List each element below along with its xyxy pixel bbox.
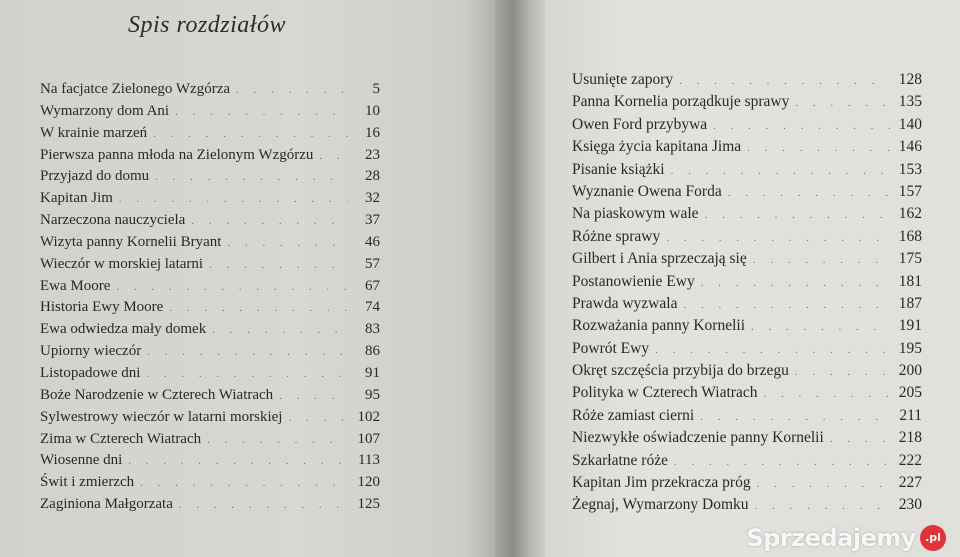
- page-number: 95: [365, 386, 380, 403]
- dot-leader: [147, 346, 348, 358]
- dot-leader: [751, 321, 890, 333]
- dot-leader: [207, 434, 348, 446]
- dot-leader: [179, 499, 348, 511]
- toc-entry: [40, 299, 380, 321]
- dot-leader: [757, 478, 890, 490]
- dot-leader: [753, 254, 890, 266]
- dot-leader: [227, 237, 348, 249]
- dot-leader: [209, 259, 348, 271]
- toc-entry: [572, 228, 922, 250]
- toc-entry: [40, 365, 380, 387]
- toc-entry: [572, 317, 922, 339]
- page-number: 107: [357, 430, 380, 447]
- dot-leader: [169, 302, 348, 314]
- toc-entry: [572, 205, 922, 227]
- toc-entry: [572, 273, 922, 295]
- dot-leader: [705, 209, 890, 221]
- dot-leader: [713, 120, 890, 132]
- page-number: 187: [898, 294, 922, 312]
- page-number: 10: [365, 102, 380, 119]
- page-number: 46: [365, 233, 380, 250]
- toc-entry: [40, 278, 380, 300]
- toc-entry: [40, 190, 380, 212]
- page-number: 222: [898, 451, 922, 469]
- page-number: 37: [365, 212, 380, 229]
- page-number: 32: [365, 190, 380, 207]
- toc-entry: [572, 340, 922, 362]
- chapter-title: Wiosenne dni: [40, 452, 123, 469]
- page-number: 86: [365, 343, 380, 360]
- page-number: 102: [357, 408, 380, 425]
- toc-entry: [572, 362, 922, 384]
- toc-entry: [40, 147, 380, 169]
- toc-entry: [40, 321, 380, 343]
- toc-entry: [40, 168, 380, 190]
- page-number: 191: [898, 317, 922, 335]
- chapter-title: Ewa odwiedza mały domek: [40, 321, 207, 338]
- watermark-badge: .pl: [920, 525, 946, 551]
- page-number: 157: [898, 182, 922, 200]
- chapter-title: Panna Kornelia porządkuje sprawy: [572, 93, 790, 111]
- page-number: 230: [898, 496, 922, 514]
- chapter-title: Przyjazd do domu: [40, 168, 150, 185]
- page-number: 16: [365, 124, 380, 141]
- watermark-logo: Sprzedajemy: [746, 524, 916, 552]
- page-number: 113: [358, 452, 380, 469]
- toc-entry: [572, 295, 922, 317]
- toc-entry: [40, 81, 380, 103]
- page-number: 195: [898, 339, 922, 357]
- dot-leader: [795, 366, 890, 378]
- page-number: 153: [898, 160, 922, 178]
- dot-leader: [155, 171, 348, 183]
- dot-leader: [140, 477, 348, 489]
- dot-leader: [279, 390, 348, 402]
- dot-leader: [175, 106, 348, 118]
- chapter-title: Żegnaj, Wymarzony Domku: [572, 496, 749, 514]
- page-number: 120: [357, 474, 380, 491]
- chapter-title: Na facjatce Zielonego Wzgórza: [40, 81, 231, 97]
- toc-entry: [40, 234, 380, 256]
- page-number: 181: [898, 272, 922, 290]
- chapter-title: Usunięte zapory: [572, 71, 674, 88]
- chapter-title: Kapitan Jim przekracza próg: [572, 474, 751, 492]
- page-number: 168: [898, 227, 922, 245]
- page-number: 74: [365, 299, 380, 316]
- toc-entry: [40, 256, 380, 278]
- toc-entry: [572, 429, 922, 451]
- page-number: 23: [365, 146, 380, 163]
- toc-entry: [40, 103, 380, 125]
- toc-entry: [572, 474, 922, 496]
- chapter-title: Owen Ford przybywa: [572, 115, 708, 133]
- chapter-title: Wymarzony dom Ani: [40, 102, 170, 119]
- page-number: 218: [898, 429, 922, 447]
- toc-entry: [40, 125, 380, 147]
- toc-entry: [40, 409, 380, 431]
- toc-right-column: [572, 71, 922, 519]
- chapter-title: W krainie marzeń: [40, 124, 148, 141]
- toc-entry: [40, 343, 380, 365]
- chapter-title: Pierwsza panna młoda na Zielonym Wzgórzu: [40, 146, 314, 163]
- page-number: 28: [365, 168, 380, 185]
- chapter-title: Gilbert i Ania sprzeczają się: [572, 250, 747, 268]
- page-number: 125: [357, 496, 380, 513]
- dot-leader: [701, 277, 890, 289]
- toc-entry: [572, 496, 922, 518]
- dot-leader: [666, 232, 890, 244]
- chapter-title: Wieczór w morskiej latarni: [40, 255, 204, 272]
- chapter-title: Sylwestrowy wieczór w latarni morskiej: [40, 408, 283, 425]
- toc-entry: [572, 71, 922, 93]
- dot-leader: [655, 344, 890, 356]
- page-number: 146: [898, 138, 922, 156]
- toc-entry: [40, 387, 380, 409]
- dot-leader: [191, 215, 348, 227]
- toc-entry: [40, 431, 380, 453]
- chapter-title: Historia Ewy Moore: [40, 299, 164, 316]
- chapter-title: Księga życia kapitana Jima: [572, 138, 742, 156]
- dot-leader: [319, 150, 348, 162]
- chapter-title: Różne sprawy: [572, 227, 661, 245]
- page-number: 205: [898, 384, 922, 402]
- dot-leader: [679, 75, 890, 87]
- chapter-title: Upiorny wieczór: [40, 343, 142, 360]
- dot-leader: [671, 165, 890, 177]
- page-number: 57: [365, 255, 380, 272]
- chapter-title: Świt i zmierzch: [40, 474, 135, 491]
- toc-entry: [572, 407, 922, 429]
- chapter-title: Prawda wyzwala: [572, 294, 678, 312]
- chapter-title: Niezwykłe oświadczenie panny Kornelii: [572, 429, 824, 447]
- page-number: 135: [898, 93, 922, 111]
- toc-entry: [40, 496, 380, 518]
- page-number: 67: [365, 277, 380, 294]
- page-number: 175: [898, 250, 922, 268]
- dot-leader: [119, 193, 348, 205]
- dot-leader: [146, 368, 348, 380]
- dot-leader: [674, 456, 890, 468]
- chapter-title: Polityka w Czterech Wiatrach: [572, 384, 758, 402]
- toc-entry: [572, 161, 922, 183]
- dot-leader: [288, 412, 348, 424]
- chapter-title: Narzeczona nauczyciela: [40, 212, 186, 229]
- dot-leader: [830, 433, 890, 445]
- page-number: 162: [898, 205, 922, 223]
- chapter-title: Róże zamiast cierni: [572, 406, 695, 424]
- toc-entry: [40, 474, 380, 496]
- toc-entry: [572, 116, 922, 138]
- toc-left-column: [40, 81, 380, 518]
- dot-leader: [700, 411, 890, 423]
- toc-entry: [40, 212, 380, 234]
- toc-entry: [572, 452, 922, 474]
- chapter-title: Ewa Moore: [40, 277, 111, 294]
- chapter-title: Rozważania panny Kornelii: [572, 317, 746, 335]
- page-number: 128: [898, 71, 922, 88]
- toc-entry: [572, 138, 922, 160]
- dot-leader: [747, 142, 890, 154]
- page-number: 200: [898, 362, 922, 380]
- chapter-title: Szkarłatne róże: [572, 451, 668, 469]
- page-number: 211: [899, 406, 922, 424]
- dot-leader: [212, 324, 348, 336]
- dot-leader: [763, 388, 890, 400]
- toc-entry: [572, 250, 922, 272]
- page-number: 91: [365, 364, 380, 381]
- dot-leader: [153, 128, 348, 140]
- toc-entry: [572, 93, 922, 115]
- toc-entry: [572, 183, 922, 205]
- chapter-title: Listopadowe dni: [40, 364, 141, 381]
- page-number: 227: [898, 474, 922, 492]
- chapter-title: Pisanie książki: [572, 160, 665, 178]
- chapter-title: Zima w Czterech Wiatrach: [40, 430, 202, 447]
- dot-leader: [128, 455, 348, 467]
- chapter-title: Postanowienie Ewy: [572, 272, 695, 290]
- chapter-title: Wizyta panny Kornelii Bryant: [40, 233, 222, 250]
- toc-entry: [572, 384, 922, 406]
- page-number: 83: [365, 321, 380, 338]
- dot-leader: [683, 299, 890, 311]
- dot-leader: [116, 281, 348, 293]
- chapter-title: Na piaskowym wale: [572, 205, 699, 223]
- toc-title: Spis rozdziałów: [128, 12, 286, 38]
- watermark: [746, 524, 946, 552]
- chapter-title: Okręt szczęścia przybija do brzegu: [572, 362, 789, 380]
- chapter-title: Kapitan Jim: [40, 190, 113, 207]
- dot-leader: [795, 97, 890, 109]
- chapter-title: Powrót Ewy: [572, 339, 650, 357]
- dot-leader: [755, 500, 890, 512]
- toc-entry: [40, 452, 380, 474]
- page-number: 140: [898, 115, 922, 133]
- page-number: 5: [372, 81, 380, 97]
- chapter-title: Wyznanie Owena Forda: [572, 182, 722, 200]
- dot-leader: [236, 84, 348, 96]
- dot-leader: [728, 187, 890, 199]
- chapter-title: Boże Narodzenie w Czterech Wiatrach: [40, 386, 274, 403]
- chapter-title: Zaginiona Małgorzata: [40, 496, 173, 513]
